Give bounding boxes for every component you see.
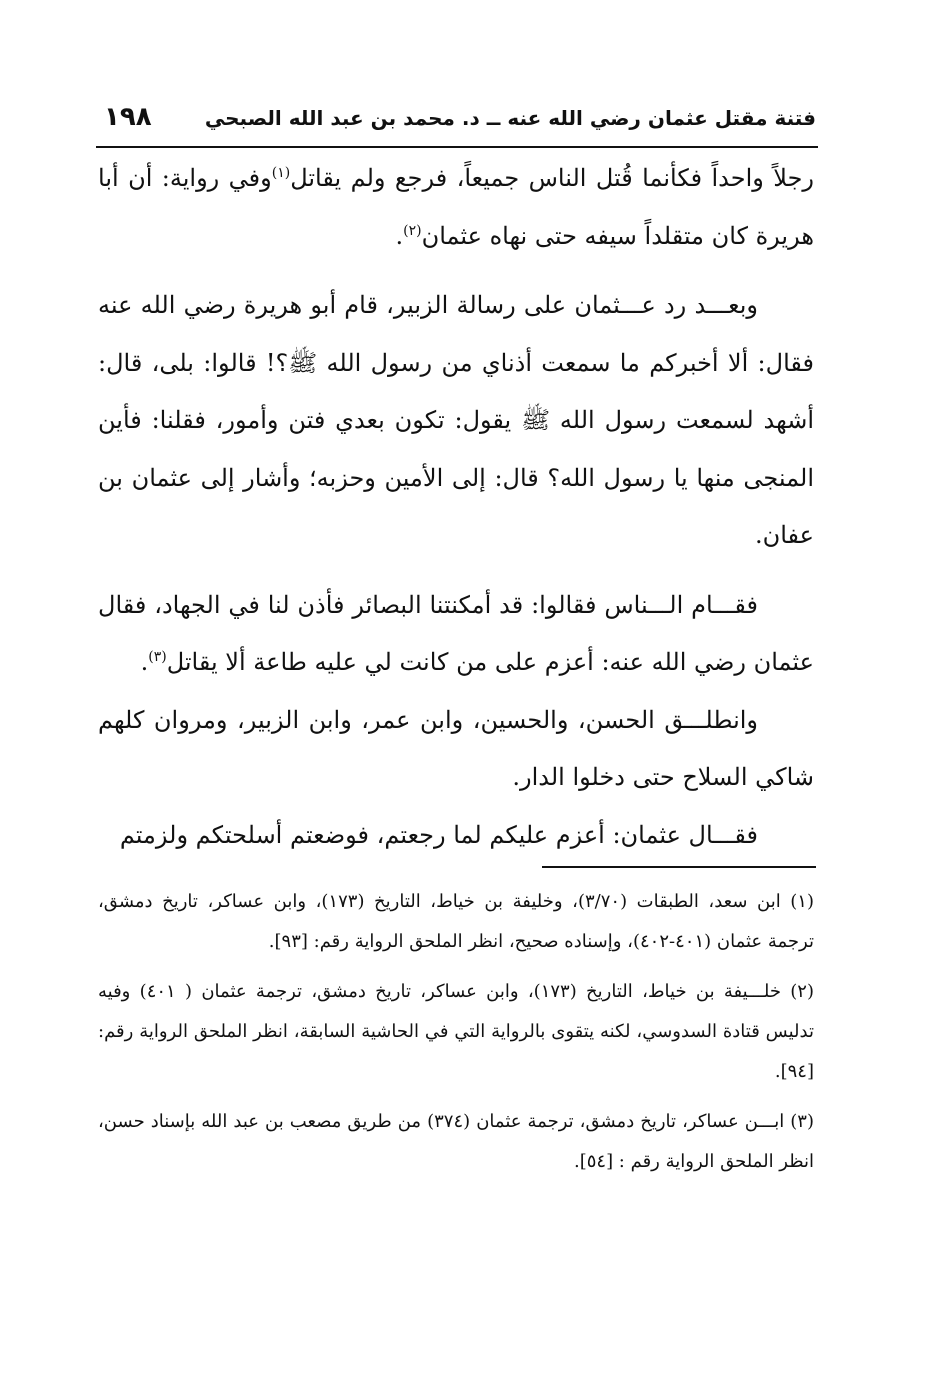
paragraph-5: فقـــال عثمان: أعزم عليكم لما رجعتم، فوضعتم أسلحتكم ولزمتم	[119, 820, 758, 849]
paragraph-1	[98, 150, 814, 265]
main-text	[98, 150, 814, 864]
paragraph-2: وبعـــد رد عـــثمان على رسالة الزبير، قام أبو هريرة رضي الله عنه فقال: ألا أخبركم ما سمعت أذناي من رسول الله ﷺ؟! قالوا: بلى، قال: أشهد لسمعت رسول الله ﷺ يقول: تكون بعدي فتن وأمور، فقلنا: فأين المنجى منها يا رسول الله؟ قال: إلى الأمين وحزبه؛ وأشار إلى عثمان بن عفان.	[98, 291, 814, 549]
paragraph-1-continuation: وفي رواية: أن أبا هريرة كان متقلداً سيفه حتى نهاه عثمان	[98, 164, 814, 250]
footnote-ref-3: (٣)	[148, 649, 167, 665]
paragraph-3	[98, 577, 814, 692]
running-header	[96, 100, 816, 144]
footnote-ref-2: (٢)	[403, 222, 422, 239]
footnotes	[98, 882, 814, 1192]
page-number: ١٩٨	[104, 102, 152, 132]
paragraph-3-end: .	[140, 648, 149, 676]
footnote-ref-1: (١)	[271, 165, 291, 181]
paragraph-1-text: رجلاً واحداً فكأنما قُتل الناس جميعاً، فرجع ولم يقاتل	[290, 164, 814, 192]
footnote-1: (١) ابن سعد، الطبقات (٣/٧٠)، وخليفة بن خياط، التاريخ (١٧٣)، وابن عساكر، تاريخ دمشق، ترجمة عثمان (٤٠١-٤٠٢)، وإسناده صحيح، انظر الملحق الرواية رقم: [٩٣].	[98, 891, 814, 952]
header-title: فتنة مقتل عثمان رضي الله عنه ــ د. محمد بن عبد الله الصبحي	[204, 106, 816, 130]
footnote-2: (٢) خلـــيفة بن خياط، التاريخ (١٧٣)، وابن عساكر، تاريخ دمشق، ترجمة عثمان ( ٤٠١) وفيه تدليس قتادة السدوسي، لكنه يتقوى بالرواية التي في الحاشية السابقة، انظر الملحق الرواية رقم: [٩٤].	[98, 981, 814, 1082]
footnote-separator	[542, 866, 816, 868]
footnote-3: (٣) ابـــن عساكر، تاريخ دمشق، ترجمة عثمان (٣٧٤) من طريق مصعب بن عبد الله بإسناد حسن، انظر الملحق الرواية رقم : [٥٤].	[98, 1111, 814, 1172]
paragraph-1-end: .	[395, 221, 404, 250]
paragraph-3-text: فقـــام الـــناس فقالوا: قد أمكنتنا البصائر فأذن لنا في الجهاد، فقال عثمان رضي الله عنه: أعزم على من كانت لي عليه طاعة ألا يقاتل	[98, 590, 814, 676]
paragraph-4: وانطلـــق الحسن، والحسين، وابن عمر، وابن الزبير، ومروان كلهم شاكي السلاح حتى دخلوا الدار.	[98, 705, 814, 791]
header-rule	[96, 146, 818, 148]
